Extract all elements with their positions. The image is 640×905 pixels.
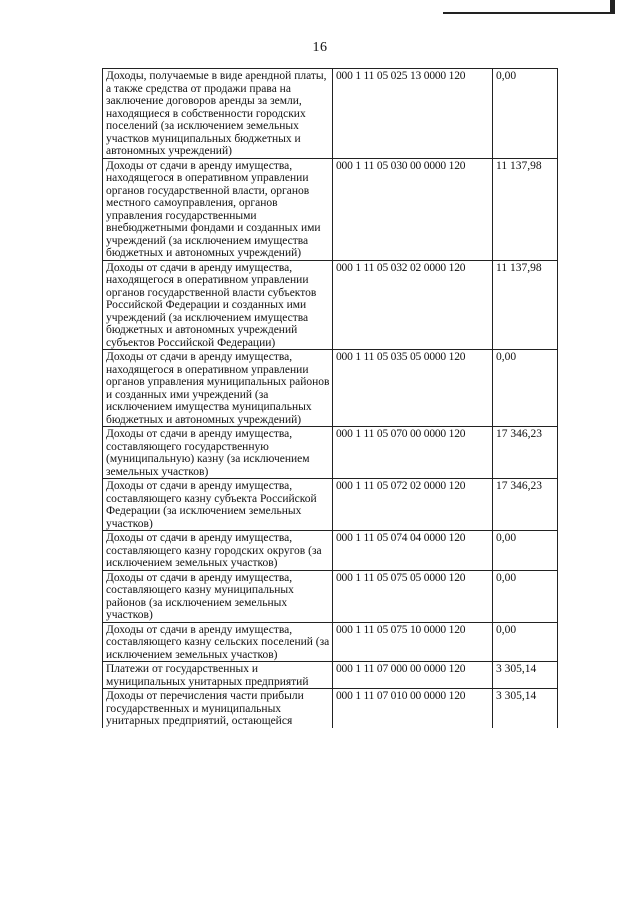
- budget-code-cell: 000 1 11 05 032 02 0000 120: [333, 260, 493, 350]
- income-name-cell: Доходы от сдачи в аренду имущества, находящегося в оперативном управлении органов государственной власти, органов местного самоуправления, органов управления государственными внебюджетными фондами и созданных ими учреждений (за исключением имущества бюджетных и автономных учреждений): [103, 158, 333, 260]
- amount-cell: 17 346,23: [493, 427, 558, 479]
- amount-cell: 0,00: [493, 531, 558, 571]
- budget-code-cell: 000 1 11 05 075 10 0000 120: [333, 622, 493, 662]
- budget-code-cell: 000 1 11 05 074 04 0000 120: [333, 531, 493, 571]
- table-row: [103, 622, 558, 662]
- amount-cell: 11 137,98: [493, 260, 558, 350]
- amount-cell: 17 346,23: [493, 479, 558, 531]
- budget-code-cell: 000 1 11 07 000 00 0000 120: [333, 662, 493, 689]
- table-row: [103, 260, 558, 350]
- table-row: [103, 69, 558, 159]
- budget-code-cell: 000 1 11 05 035 05 0000 120: [333, 350, 493, 427]
- budget-code-cell: 000 1 11 05 070 00 0000 120: [333, 427, 493, 479]
- table-row: [103, 662, 558, 689]
- table-row: [103, 427, 558, 479]
- income-table: [102, 68, 558, 728]
- table-row: [103, 570, 558, 622]
- income-name-cell: Доходы от сдачи в аренду имущества, составляющего казну сельских поселений (за исключением земельных участков): [103, 622, 333, 662]
- budget-code-cell: 000 1 11 05 030 00 0000 120: [333, 158, 493, 260]
- amount-cell: 3 305,14: [493, 689, 558, 728]
- page-number: 16: [312, 40, 328, 55]
- income-name-cell: Доходы от сдачи в аренду имущества, находящегося в оперативном управлении органов государственной власти субъектов Российской Федерации и созданных ими учреждений (за исключением имущества бюджетных и автономных учреждений субъектов Российской Федерации): [103, 260, 333, 350]
- top-edge-tick: [610, 0, 615, 12]
- income-name-cell: Доходы от сдачи в аренду имущества, составляющего казну субъекта Российской Федерации (за исключением земельных участков): [103, 479, 333, 531]
- amount-cell: 0,00: [493, 570, 558, 622]
- amount-cell: 0,00: [493, 622, 558, 662]
- table-row: [103, 158, 558, 260]
- table-row: [103, 689, 558, 728]
- amount-cell: 3 305,14: [493, 662, 558, 689]
- income-name-cell: Доходы от сдачи в аренду имущества, составляющего казну муниципальных районов (за исключением земельных участков): [103, 570, 333, 622]
- budget-code-cell: 000 1 11 05 025 13 0000 120: [333, 69, 493, 159]
- table-row: [103, 479, 558, 531]
- budget-code-cell: 000 1 11 07 010 00 0000 120: [333, 689, 493, 728]
- amount-cell: 11 137,98: [493, 158, 558, 260]
- table-row: [103, 531, 558, 571]
- income-name-cell: Доходы от сдачи в аренду имущества, находящегося в оперативном управлении органов управления муниципальных районов и созданных ими учреждений (за исключением имущества муниципальных бюджетных и автономных учреждений): [103, 350, 333, 427]
- income-name-cell: Доходы от сдачи в аренду имущества, составляющего государственную (муниципальную) казну (за исключением земельных участков): [103, 427, 333, 479]
- income-name-cell: Платежи от государственных и муниципальных унитарных предприятий: [103, 662, 333, 689]
- income-name-cell: Доходы, получаемые в виде арендной платы, а также средства от продажи права на заключение договоров аренды за земли, находящиеся в собственности городских поселений (за исключением земельных участков муниципальных бюджетных и автономных учреждений): [103, 69, 333, 159]
- amount-cell: 0,00: [493, 69, 558, 159]
- top-edge-mark: [443, 0, 615, 14]
- amount-cell: 0,00: [493, 350, 558, 427]
- budget-code-cell: 000 1 11 05 072 02 0000 120: [333, 479, 493, 531]
- table-row: [103, 350, 558, 427]
- income-name-cell: Доходы от сдачи в аренду имущества, составляющего казну городских округов (за исключением земельных участков): [103, 531, 333, 571]
- budget-code-cell: 000 1 11 05 075 05 0000 120: [333, 570, 493, 622]
- income-name-cell: Доходы от перечисления части прибыли государственных и муниципальных унитарных предприятий, остающейся: [103, 689, 333, 728]
